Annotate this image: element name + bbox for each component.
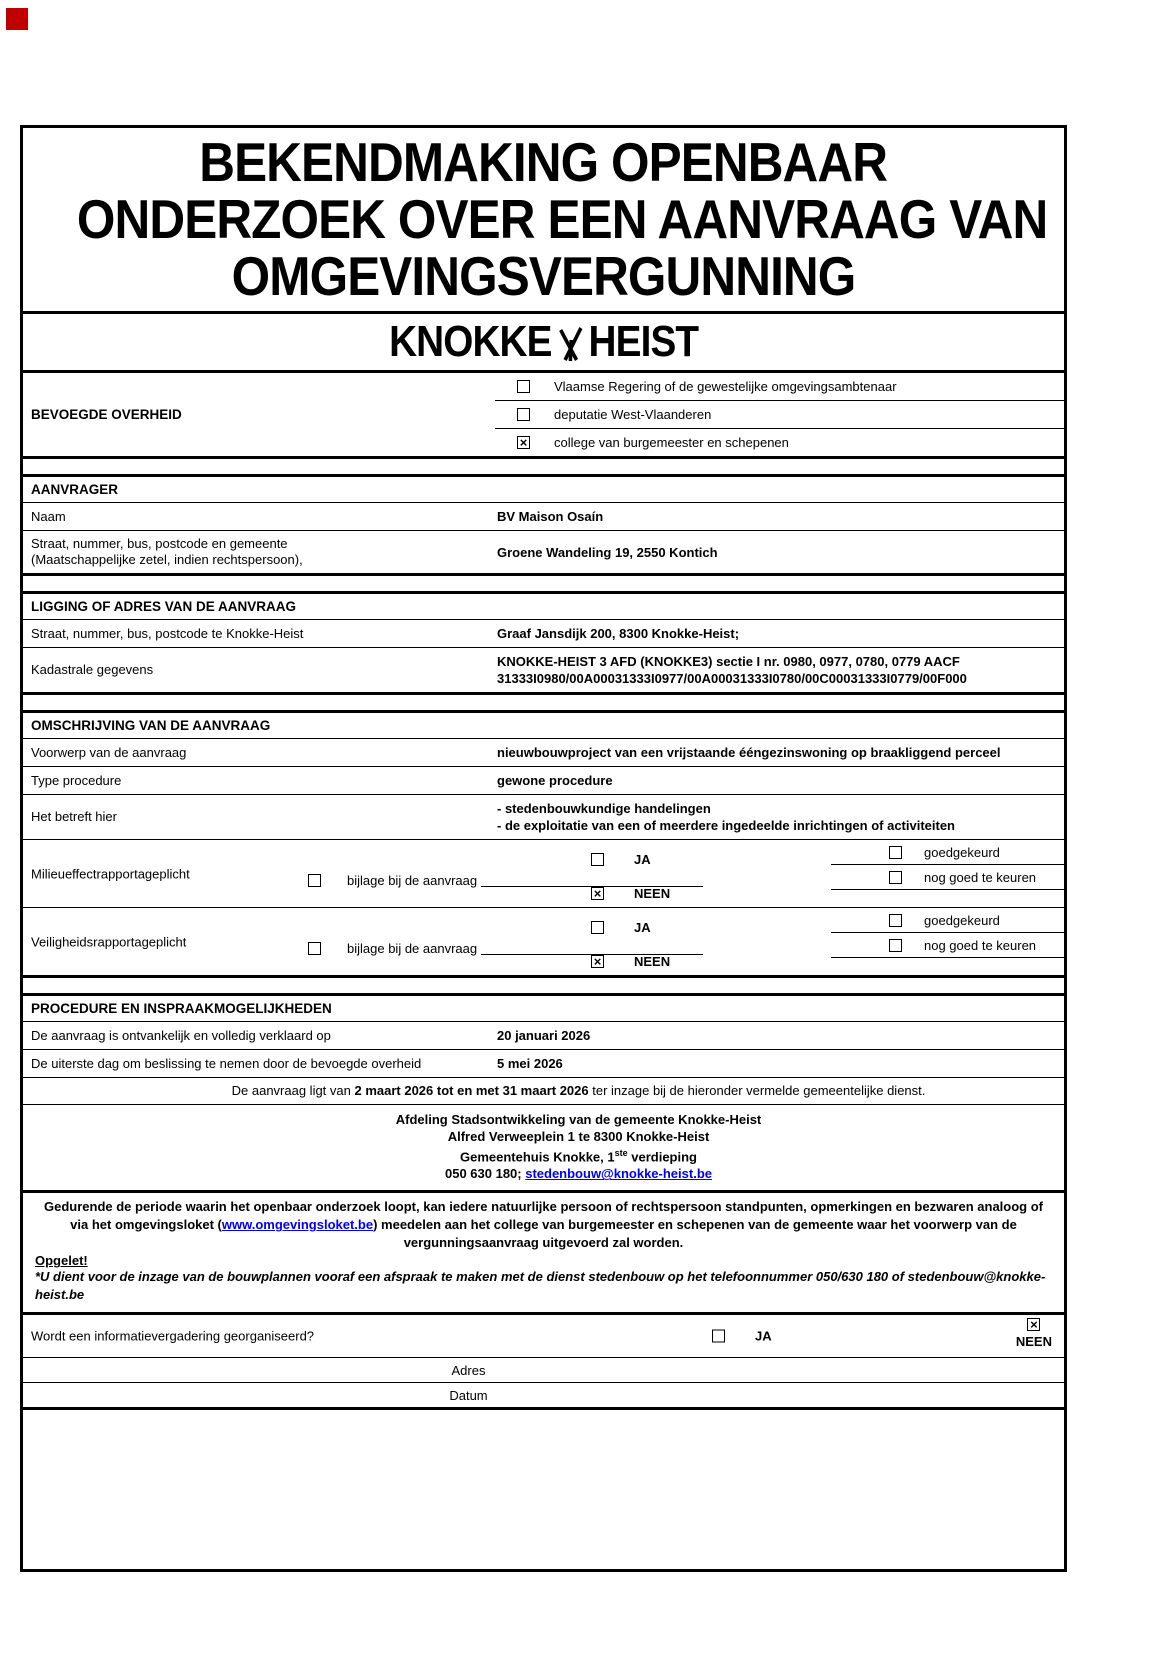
section-aanvrager — [23, 477, 1064, 576]
dienst-naam: Afdeling Stadsontwikkeling van de gemeente Knokke-Heist — [395, 1112, 762, 1127]
stedenbouw-email-link[interactable]: stedenbouw@knokke-heist.be — [525, 1166, 712, 1182]
opgelet-label: Opgelet! — [35, 1253, 88, 1269]
bezwaar-text-1: Gedurende de periode waarin het openbaar onderzoek loopt, kan iedere natuurlijke persoon of rechtspersoon standpunten, opmerkingen en bezwaren analoog of via het omgevingsloket ( — [43, 1199, 1043, 1233]
veiligheid-nog-checkbox[interactable] — [889, 939, 902, 952]
ontvankelijk-value: 20 januari 2026 — [497, 1028, 591, 1043]
naam-row — [23, 503, 1064, 531]
uiterste-dag-row — [23, 1050, 1064, 1078]
kadaster-row — [23, 648, 1064, 692]
gemeentelijke-dienst-block — [23, 1105, 1064, 1190]
section-omschrijving — [23, 713, 1064, 978]
municipality-logo — [23, 314, 1064, 373]
adres-label: Adres — [451, 1362, 486, 1378]
bevoegde-overheid-label: BEVOEGDE OVERHEID — [31, 407, 182, 422]
inzage-prefix: De aanvraag ligt van — [231, 1083, 355, 1098]
naam-value: BV Maison Osaín — [497, 509, 604, 524]
omschrijving-header: OMSCHRIJVING VAN DE AANVRAAG — [23, 713, 1064, 739]
option-label: deputatie West-Vlaanderen — [554, 407, 712, 422]
milieu-ja-label: JA — [634, 852, 651, 867]
dienst-telefoon: 050 630 180; — [444, 1166, 526, 1182]
voorwerp-label: Voorwerp van de aanvraag — [31, 744, 187, 760]
seagull-logo-icon — [553, 326, 586, 362]
aanvrager-adres-value: Groene Wandeling 19, 2550 Kontich — [497, 544, 718, 560]
kadaster-value-line1: KNOKKE-HEIST 3 AFD (KNOKKE3) sectie I nr. 0980, 0977, 0780, 0779 AACF — [497, 654, 960, 669]
milieueffect-row — [23, 840, 1064, 908]
veiligheid-neen-checkbox[interactable] — [591, 955, 604, 968]
veiligheid-ja-label: JA — [634, 920, 651, 935]
informatievergadering-label: Wordt een informatievergadering georganiseerd? — [31, 1328, 315, 1344]
inzage-periode: 2 maart 2026 tot en met 31 maart 2026 — [354, 1083, 589, 1098]
type-procedure-label: Type procedure — [31, 772, 122, 788]
ligging-straat-row — [23, 620, 1064, 648]
veiligheid-label: Veiligheidsrapportageplicht — [31, 934, 187, 949]
informatievergadering-row — [23, 1315, 1064, 1358]
option-deputatie — [495, 401, 1064, 429]
datum-row — [23, 1383, 1064, 1410]
title-line-1: BEKENDMAKING OPENBAAR — [199, 131, 888, 193]
empty-area — [23, 1410, 1064, 1569]
procedure-header: PROCEDURE EN INSPRAAKMOGELIJKHEDEN — [23, 996, 1064, 1022]
ligging-straat-value: Graaf Jansdijk 200, 8300 Knokke-Heist; — [497, 626, 740, 641]
uiterste-dag-label: De uiterste dag om beslissing te nemen door de bevoegde overheid — [31, 1055, 422, 1071]
milieu-neen-label: NEEN — [634, 886, 671, 901]
bezwaren-paragraph — [23, 1193, 1064, 1315]
dienst-adres: Alfred Verweeplein 1 te 8300 Knokke-Heist — [447, 1129, 710, 1144]
option-label: Vlaamse Regering of de gewestelijke omgevingsambtenaar — [554, 379, 897, 394]
bezwaar-text-2: ) meedelen aan het college van burgemeester en schepenen van de gemeente waar het voorwerp van de vergunningsaanvraag uitgevoerd zal worden. — [373, 1217, 1017, 1251]
option-label: college van burgemeester en schepenen — [554, 435, 789, 450]
infovergadering-ja-label: JA — [755, 1328, 772, 1344]
option-vlaamse-regering — [495, 373, 1064, 401]
milieu-nog-checkbox[interactable] — [889, 871, 902, 884]
veiligheid-nog-label: nog goed te keuren — [924, 937, 1037, 953]
betreft-value-2: - de exploitatie van een of meerdere ingedeelde inrichtingen of activiteiten — [497, 818, 956, 833]
section-spacer — [23, 459, 1064, 477]
betreft-value-1: - stedenbouwkundige handelingen — [497, 801, 711, 816]
milieu-ja-checkbox[interactable] — [591, 853, 604, 866]
kadaster-label: Kadastrale gegevens — [31, 662, 154, 677]
veiligheid-row — [23, 908, 1064, 975]
dienst-locatie-suffix: verdieping — [627, 1149, 697, 1165]
betreft-row — [23, 795, 1064, 840]
ligging-header: LIGGING OF ADRES VAN DE AANVRAAG — [23, 594, 1064, 620]
deputatie-checkbox[interactable] — [517, 408, 530, 421]
adres-label-line2: (Maatschappelijke zetel, indien rechtspersoon), — [31, 552, 303, 567]
ontvankelijk-row — [23, 1022, 1064, 1050]
logo-text-right: HEIST — [588, 317, 699, 366]
veiligheid-goedgekeurd-label: goedgekeurd — [924, 912, 1000, 928]
college-checkbox[interactable] — [517, 436, 530, 449]
milieu-nog-label: nog goed te keuren — [924, 869, 1037, 885]
veiligheid-goedgekeurd-checkbox[interactable] — [889, 914, 902, 927]
red-corner-mark — [6, 8, 28, 30]
vlaamse-regering-checkbox[interactable] — [517, 380, 530, 393]
ligging-straat-label: Straat, nummer, bus, postcode te Knokke-Heist — [31, 625, 304, 641]
veiligheid-ja-checkbox[interactable] — [591, 921, 604, 934]
option-college — [495, 429, 1064, 456]
ontvankelijk-label: De aanvraag is ontvankelijk en volledig verklaard op — [31, 1027, 331, 1043]
logo-text-left: KNOKKE — [388, 317, 552, 366]
section-spacer — [23, 978, 1064, 996]
inzage-periode-row — [23, 1078, 1064, 1105]
infovergadering-neen-label: NEEN — [1015, 1334, 1052, 1350]
milieu-neen-checkbox[interactable] — [591, 887, 604, 900]
section-spacer — [23, 695, 1064, 713]
dienst-locatie-sup: ste — [614, 1148, 628, 1158]
voorwerp-value: nieuwbouwproject van een vrijstaande ééngezinswoning op braakliggend perceel — [497, 745, 1001, 760]
naam-label: Naam — [31, 508, 66, 524]
section-bevoegde-overheid — [23, 373, 1064, 459]
aanvrager-header: AANVRAGER — [23, 477, 1064, 503]
veiligheid-bijlage-checkbox[interactable] — [308, 942, 321, 955]
adres-label-line1: Straat, nummer, bus, postcode en gemeente — [31, 536, 288, 551]
betreft-label: Het betreft hier — [31, 809, 117, 824]
form-title — [23, 128, 1064, 314]
section-ligging — [23, 594, 1064, 695]
milieu-goedgekeurd-checkbox[interactable] — [889, 846, 902, 859]
adres-row — [23, 1358, 1064, 1383]
veiligheid-neen-label: NEEN — [634, 954, 671, 969]
inzage-suffix: ter inzage bij de hieronder vermelde gemeentelijke dienst. — [588, 1083, 926, 1098]
milieueffect-label: Milieueffectrapportageplicht — [31, 866, 190, 881]
afspraak-note: *U dient voor de inzage van de bouwplannen vooraf een afspraak te maken met de dienst stedenbouw op het telefoonnummer 050/630 180 of stedenbouw@knokke-heist.be — [35, 1269, 1046, 1303]
datum-label: Datum — [449, 1387, 488, 1403]
veiligheid-bijlage-label: bijlage bij de aanvraag — [347, 941, 478, 956]
type-procedure-row — [23, 767, 1064, 795]
voorwerp-row — [23, 739, 1064, 767]
infovergadering-ja-checkbox[interactable] — [712, 1330, 725, 1343]
section-spacer — [23, 576, 1064, 594]
announcement-form — [20, 125, 1067, 1572]
dienst-locatie: Gemeentehuis Knokke, 1 — [460, 1149, 615, 1165]
aanvrager-adres-row — [23, 531, 1064, 573]
milieu-bijlage-label: bijlage bij de aanvraag — [347, 873, 478, 888]
milieu-goedgekeurd-label: goedgekeurd — [924, 844, 1000, 860]
title-line-2: ONDERZOEK OVER EEN AANVRAAG VAN — [76, 188, 1048, 250]
title-line-3: OMGEVINGSVERGUNNING — [231, 245, 856, 307]
type-procedure-value: gewone procedure — [497, 773, 613, 788]
section-procedure — [23, 996, 1064, 1193]
uiterste-dag-value: 5 mei 2026 — [497, 1056, 563, 1071]
infovergadering-neen-checkbox[interactable] — [1027, 1318, 1040, 1331]
milieu-bijlage-checkbox[interactable] — [308, 874, 321, 887]
kadaster-value-line2: 31333I0980/00A00031333I0977/00A00031333I0780/00C00031333I0779/00F000 — [497, 671, 967, 686]
omgevingsloket-link[interactable]: www.omgevingsloket.be — [221, 1217, 374, 1233]
